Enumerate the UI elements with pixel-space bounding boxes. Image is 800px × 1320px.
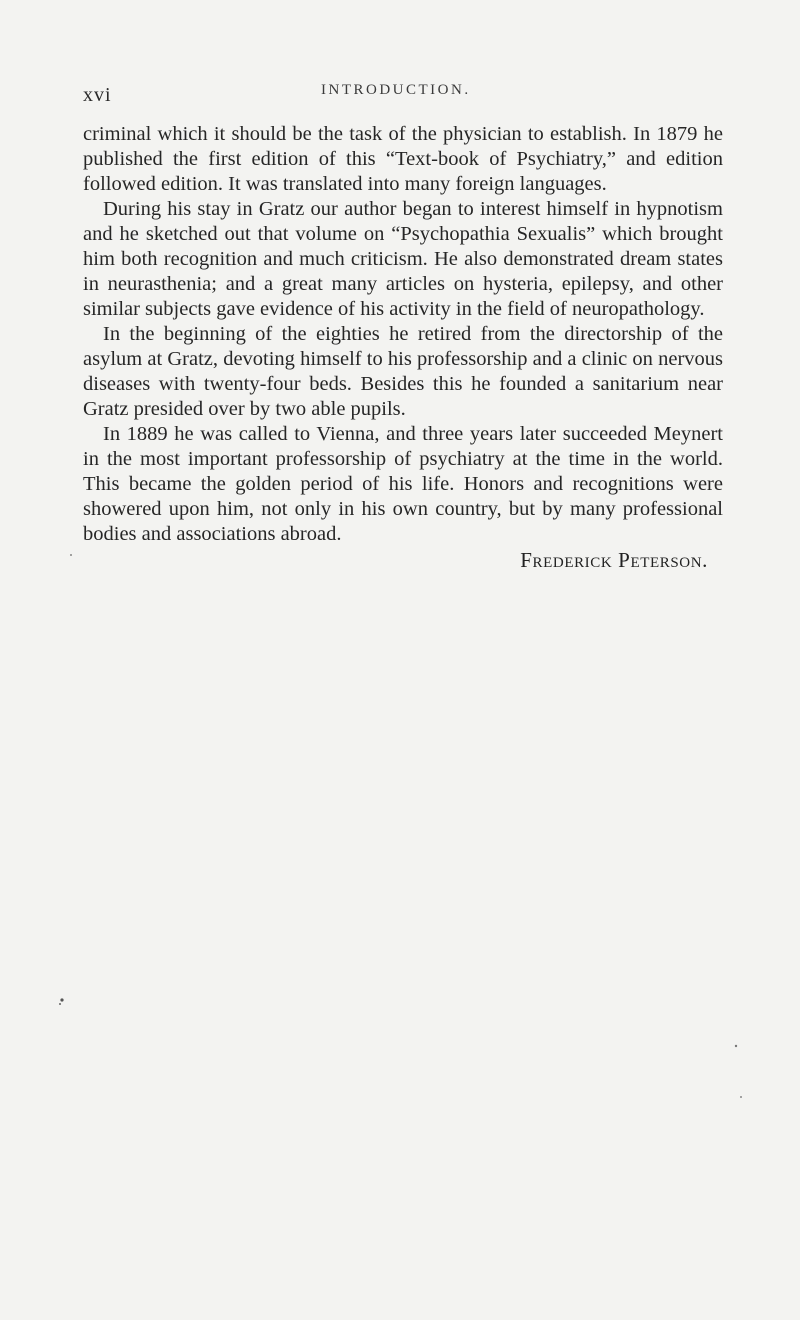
- ink-speck: [70, 554, 72, 556]
- paragraph-2: During his stay in Gratz our author began to interest himself in hypnotism and he sketched out that volume on “Psychopathia Sexualis” which brought him both recognition and much criticism. He also demonstrated dream states in neurasthenia; and a great many articles on hysteria, epilepsy, and other similar subjects gave evidence of his activity in the field of neuropathology.: [83, 198, 723, 320]
- paragraph-1: criminal which it should be the task of the physician to establish. In 1879 he published the first edition of this “Text-book of Psychiatry,” and edition followed edition. It was translated into many foreign languages.: [83, 123, 723, 195]
- page-number: xvi: [83, 84, 112, 106]
- paragraph-4: In 1889 he was called to Vienna, and three years later succeeded Meynert in the most important professorship of psychiatry at the time in the world. This became the golden period of his life. Honors and recognitions were showered upon him, not only in his own country, but by many professional bodies and associations abroad.: [83, 423, 723, 545]
- ink-speck: [59, 1003, 61, 1005]
- author-signature: Frederick Peterson.: [520, 548, 708, 572]
- paragraph-3: In the beginning of the eighties he retired from the directorship of the asylum at Gratz, devoting himself to his professorship and a clinic on nervous diseases with twenty-four beds. Besides this he founded a sanitarium near Gratz presided over by two able pupils.: [83, 323, 723, 420]
- running-head: INTRODUCTION.: [321, 82, 471, 98]
- ink-speck: [735, 1045, 737, 1047]
- ink-speck: [740, 1096, 742, 1098]
- ink-speck: [60, 998, 63, 1001]
